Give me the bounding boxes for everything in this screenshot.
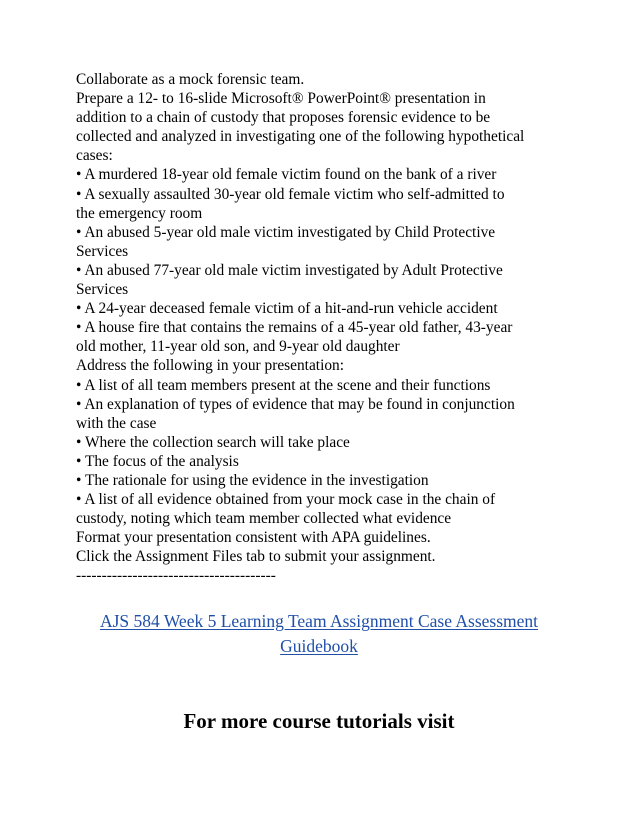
text-line: Click the Assignment Files tab to submit your assignment. (76, 548, 436, 566)
text-line: old mother, 11-year old son, and 9-year old daughter (76, 338, 400, 356)
bullet-item: • An explanation of types of evidence that may be found in conjunction (76, 395, 515, 413)
bullet-item: • A list of all evidence obtained from your mock case in the chain of (76, 491, 496, 509)
text-line: addition to a chain of custody that proposes forensic evidence to be (76, 109, 491, 127)
bullet-item: • A sexually assaulted 30-year old female victim who self-admitted to (76, 185, 505, 203)
text-line: cases: (76, 147, 113, 165)
text-line: Format your presentation consistent with APA guidelines. (76, 529, 431, 547)
bullet-item: • Where the collection search will take place (76, 433, 350, 451)
text-line: with the case (76, 414, 157, 432)
text-line: Collaborate as a mock forensic team. (76, 71, 305, 88)
bullet-item: • The rationale for using the evidence in the investigation (76, 471, 429, 489)
text-line: Prepare a 12- to 16-slide Microsoft® PowerPoint® presentation in (76, 90, 486, 108)
text-line: Services (76, 281, 129, 299)
text-line: collected and analyzed in investigating one of the following hypothetical (76, 128, 525, 146)
bullet-item: • A 24-year deceased female victim of a hit-and-run vehicle accident (76, 300, 498, 318)
text-line: the emergency room (76, 204, 203, 222)
guidebook-link[interactable] (100, 611, 538, 656)
text-line: custody, noting which team member collected what evidence (76, 510, 452, 528)
guidebook-link-block (40, 609, 598, 659)
footer-heading: For more course tutorials visit (183, 709, 455, 733)
text-line: Address the following in your presentation: (76, 357, 345, 375)
guidebook-link-line-2: Guidebook (280, 636, 358, 656)
bullet-item: • A house fire that contains the remains of a 45-year old father, 43-year (76, 319, 513, 337)
bullet-item: • A list of all team members present at the scene and their functions (76, 376, 491, 394)
bullet-item: • The focus of the analysis (76, 452, 239, 470)
bullet-item: • An abused 5-year old male victim investigated by Child Protective (76, 223, 496, 241)
dashed-separator: --------------------------------------- (76, 567, 276, 585)
bullet-item: • An abused 77-year old male victim investigated by Adult Protective (76, 261, 503, 279)
assignment-text (76, 70, 576, 586)
guidebook-link-line-1: AJS 584 Week 5 Learning Team Assignment Case Assessment (99, 611, 539, 631)
text-line: Services (76, 242, 129, 260)
bullet-item: • A murdered 18-year old female victim found on the bank of a river (76, 166, 497, 184)
